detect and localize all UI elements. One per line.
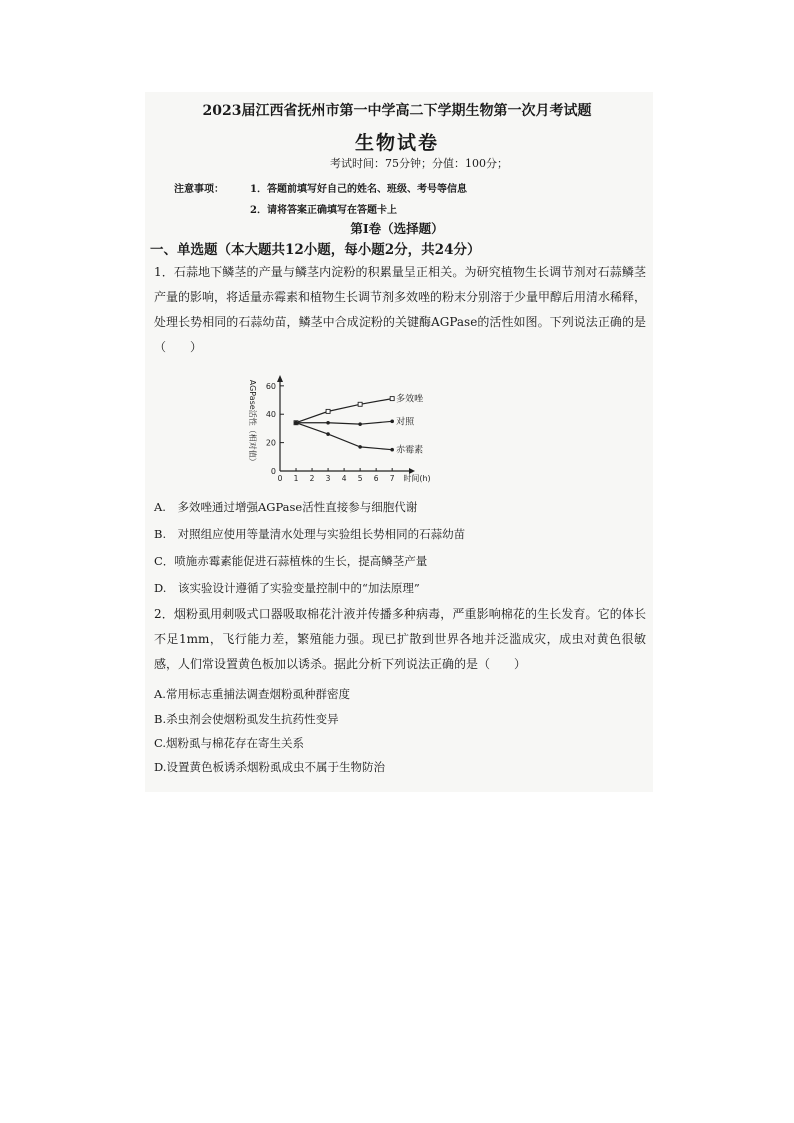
y-tick-label: 60	[265, 381, 276, 391]
question-2-option-b: B.杀虫剂会使烟粉虱发生抗药性变异	[154, 712, 339, 726]
data-point	[294, 421, 298, 425]
question-1-option-c: C．喷施赤霉素能促进石蒜植株的生长，提高鳞茎产量	[154, 554, 428, 568]
series-line	[296, 399, 392, 423]
series-label: 赤霉素	[396, 445, 424, 456]
question-2-option-d: D.设置黄色板诱杀烟粉虱成虫不属于生物防治	[154, 760, 385, 774]
x-tick-label: 4	[341, 474, 347, 483]
x-tick-label: 5	[357, 474, 363, 483]
data-point	[326, 432, 330, 436]
x-tick-label: 2	[309, 474, 315, 483]
series-line	[296, 423, 392, 450]
series-label: 多效唑	[396, 394, 424, 405]
x-tick-label: 0	[277, 474, 283, 483]
data-point	[326, 421, 330, 425]
volume-title: 第Ⅰ卷（选择题）	[350, 221, 444, 236]
data-point	[390, 420, 394, 424]
section-title: 一、单选题（本大题共12小题，每小题2分，共24分）	[150, 242, 481, 258]
question-2-stem: 2．烟粉虱用刺吸式口器吸取棉花汁液并传播多种病毒，严重影响棉花的生长发育。它的体长不足1mm，飞行能力差，繁殖能力强。现已扩散到世界各地并泛滥成灾，成虫对黄色很敏感，人们常设置黄色板加以诱杀。据此分析下列说法正确的是（ ）	[154, 607, 646, 671]
series-label: 对照	[396, 417, 415, 428]
question-2-option-a: A.常用标志重捕法调查烟粉虱种群密度	[154, 687, 350, 701]
notice-item-2: 2．请将答案正确填写在答题卡上	[250, 205, 397, 216]
data-point	[390, 397, 394, 401]
data-point	[358, 402, 362, 406]
exam-info: 考试时间：75分钟；分值：100分；	[330, 157, 508, 170]
x-axis-label: 时间(h)	[403, 474, 431, 483]
series-line	[296, 421, 392, 424]
x-tick-label: 6	[373, 474, 379, 483]
data-point	[390, 448, 394, 452]
question-1-stem: 1．石蒜地下鳞茎的产量与鳞茎内淀粉的积累量呈正相关。为研究植物生长调节剂对石蒜鳞茎产量的影响，将适量赤霉素和植物生长调节剂多效唑的粉末分别溶于少量甲醇后用清水稀释，处理长势相同的石蒜幼苗，鳞茎中合成淀粉的关键酶AGPase的活性如图。下列说法正确的是（ ）	[154, 265, 647, 354]
y-tick-label: 0	[270, 467, 276, 476]
question-1-option-d: D. 该实验设计遵循了实验变量控制中的“加法原理”	[154, 581, 420, 595]
x-tick-label: 1	[293, 474, 299, 483]
agpase-activity-chart	[236, 376, 431, 488]
exam-title: 2023届江西省抚州市第一中学高二下学期生物第一次月考试题	[202, 103, 592, 119]
x-tick-label: 7	[389, 474, 395, 483]
y-tick-label: 40	[265, 410, 276, 420]
y-axis-arrow	[277, 375, 283, 382]
question-1-option-a: A. 多效唑通过增强AGPase活性直接参与细胞代谢	[154, 500, 418, 514]
notice-label: 注意事项：	[174, 184, 224, 195]
y-tick-label: 20	[265, 438, 276, 448]
notice-item-1: 1．答题前填写好自己的姓名、班级、考号等信息	[250, 184, 467, 195]
paper-title: 生物试卷	[354, 132, 439, 154]
data-point	[358, 422, 362, 426]
x-tick-label: 3	[325, 474, 331, 483]
y-axis-label: AGPase活性（相对值）	[248, 379, 257, 466]
data-point	[358, 445, 362, 449]
question-2-option-c: C.烟粉虱与棉花存在寄生关系	[154, 736, 305, 750]
question-1-option-b: B. 对照组应使用等量清水处理与实验组长势相同的石蒜幼苗	[154, 527, 466, 541]
data-point	[326, 409, 330, 413]
